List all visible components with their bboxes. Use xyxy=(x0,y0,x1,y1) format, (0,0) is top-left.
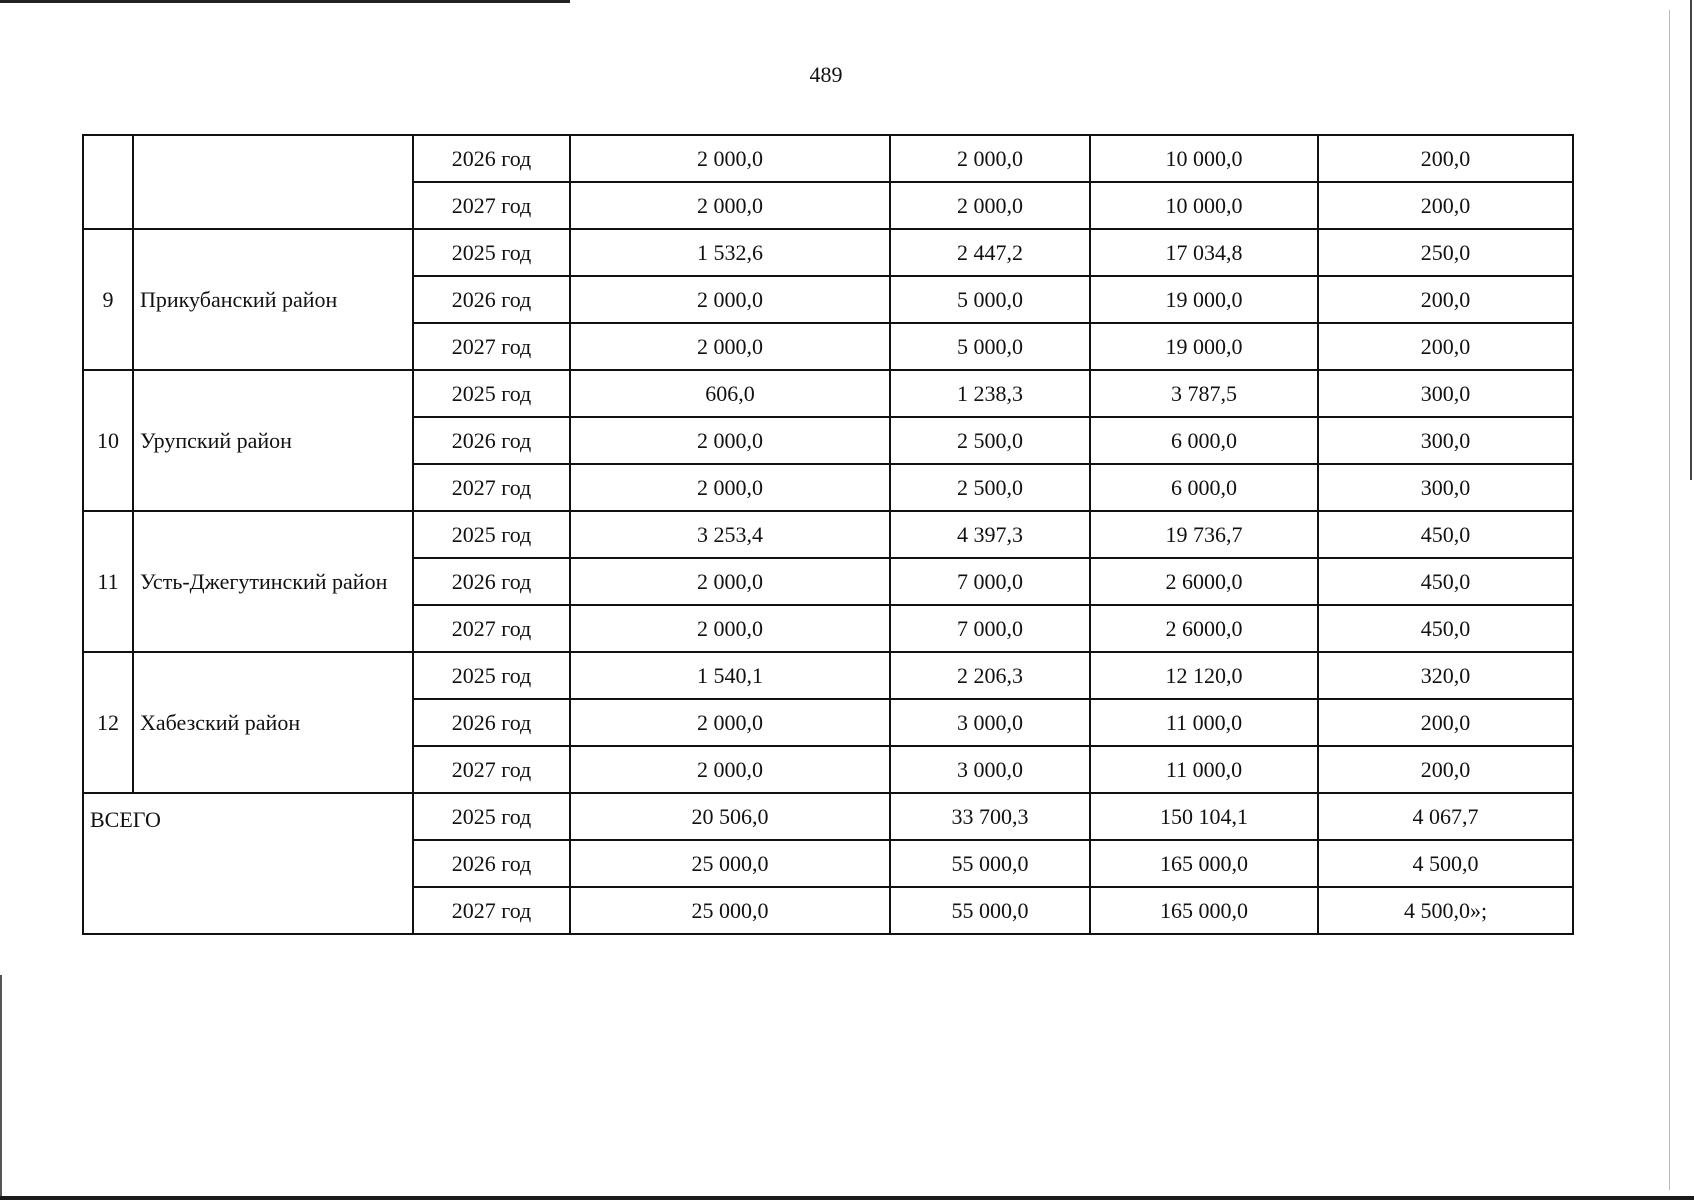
value-cell: 2 500,0 xyxy=(890,417,1090,464)
value-cell: 25 000,0 xyxy=(570,840,890,887)
value-cell: 3 253,4 xyxy=(570,511,890,558)
value-cell: 165 000,0 xyxy=(1090,840,1318,887)
value-cell: 450,0 xyxy=(1318,511,1573,558)
value-cell: 7 000,0 xyxy=(890,558,1090,605)
district-number-cell: 10 xyxy=(83,370,133,511)
value-cell: 2 6000,0 xyxy=(1090,605,1318,652)
scan-edge-right-inner xyxy=(1669,10,1670,1190)
value-cell: 7 000,0 xyxy=(890,605,1090,652)
value-cell: 320,0 xyxy=(1318,652,1573,699)
value-cell: 4 397,3 xyxy=(890,511,1090,558)
value-cell: 10 000,0 xyxy=(1090,182,1318,229)
value-cell: 5 000,0 xyxy=(890,323,1090,370)
total-label: ВСЕГО xyxy=(83,793,413,934)
value-cell: 200,0 xyxy=(1318,276,1573,323)
value-cell: 19 000,0 xyxy=(1090,323,1318,370)
value-cell: 4 500,0»; xyxy=(1318,887,1573,934)
district-name-cell: Усть-Джегутинский район xyxy=(133,511,413,652)
value-cell: 2 000,0 xyxy=(570,276,890,323)
value-cell: 6 000,0 xyxy=(1090,417,1318,464)
value-cell: 150 104,1 xyxy=(1090,793,1318,840)
year-cell: 2027 год xyxy=(413,887,570,934)
value-cell: 200,0 xyxy=(1318,746,1573,793)
year-cell: 2026 год xyxy=(413,558,570,605)
value-cell: 2 000,0 xyxy=(570,605,890,652)
value-cell: 2 000,0 xyxy=(570,558,890,605)
scan-edge-left xyxy=(0,975,2,1200)
scan-edge-bottom xyxy=(0,1196,1694,1200)
district-number-cell: 9 xyxy=(83,229,133,370)
total-row xyxy=(83,793,1573,840)
table-row xyxy=(83,511,1573,558)
value-cell: 4 067,7 xyxy=(1318,793,1573,840)
value-cell: 200,0 xyxy=(1318,323,1573,370)
value-cell: 25 000,0 xyxy=(570,887,890,934)
year-cell: 2025 год xyxy=(413,652,570,699)
year-cell: 2027 год xyxy=(413,746,570,793)
value-cell: 19 736,7 xyxy=(1090,511,1318,558)
value-cell: 300,0 xyxy=(1318,464,1573,511)
page-number: 489 xyxy=(809,62,843,87)
value-cell: 1 540,1 xyxy=(570,652,890,699)
value-cell: 2 000,0 xyxy=(570,699,890,746)
value-cell: 6 000,0 xyxy=(1090,464,1318,511)
value-cell: 55 000,0 xyxy=(890,840,1090,887)
year-cell: 2026 год xyxy=(413,417,570,464)
district-name-cell: Прикубанский район xyxy=(133,229,413,370)
value-cell: 1 532,6 xyxy=(570,229,890,276)
value-cell: 200,0 xyxy=(1318,182,1573,229)
year-cell: 2026 год xyxy=(413,135,570,182)
value-cell: 4 500,0 xyxy=(1318,840,1573,887)
value-cell: 1 238,3 xyxy=(890,370,1090,417)
value-cell: 3 787,5 xyxy=(1090,370,1318,417)
value-cell: 300,0 xyxy=(1318,370,1573,417)
value-cell: 2 000,0 xyxy=(890,135,1090,182)
value-cell: 250,0 xyxy=(1318,229,1573,276)
value-cell: 300,0 xyxy=(1318,417,1573,464)
year-cell: 2027 год xyxy=(413,182,570,229)
year-cell: 2026 год xyxy=(413,276,570,323)
value-cell: 5 000,0 xyxy=(890,276,1090,323)
value-cell: 450,0 xyxy=(1318,558,1573,605)
value-cell: 10 000,0 xyxy=(1090,135,1318,182)
value-cell: 165 000,0 xyxy=(1090,887,1318,934)
year-cell: 2027 год xyxy=(413,605,570,652)
budget-table xyxy=(82,134,1574,935)
value-cell: 200,0 xyxy=(1318,699,1573,746)
value-cell: 2 000,0 xyxy=(570,323,890,370)
value-cell: 2 500,0 xyxy=(890,464,1090,511)
district-number-cell: 12 xyxy=(83,652,133,793)
table-row xyxy=(83,370,1573,417)
value-cell: 3 000,0 xyxy=(890,746,1090,793)
value-cell: 2 000,0 xyxy=(570,182,890,229)
value-cell: 2 447,2 xyxy=(890,229,1090,276)
table-row xyxy=(83,229,1573,276)
district-name-cell: Хабезский район xyxy=(133,652,413,793)
district-name-cell xyxy=(133,135,413,229)
value-cell: 55 000,0 xyxy=(890,887,1090,934)
value-cell: 2 000,0 xyxy=(570,135,890,182)
year-cell: 2025 год xyxy=(413,229,570,276)
value-cell: 19 000,0 xyxy=(1090,276,1318,323)
value-cell: 20 506,0 xyxy=(570,793,890,840)
value-cell: 200,0 xyxy=(1318,135,1573,182)
year-cell: 2025 год xyxy=(413,370,570,417)
value-cell: 11 000,0 xyxy=(1090,699,1318,746)
value-cell: 2 000,0 xyxy=(570,746,890,793)
district-number-cell xyxy=(83,135,133,229)
value-cell: 2 000,0 xyxy=(570,464,890,511)
value-cell: 2 000,0 xyxy=(890,182,1090,229)
value-cell: 2 206,3 xyxy=(890,652,1090,699)
district-name-cell: Урупский район xyxy=(133,370,413,511)
year-cell: 2025 год xyxy=(413,511,570,558)
value-cell: 2 000,0 xyxy=(570,417,890,464)
table-row xyxy=(83,652,1573,699)
year-cell: 2026 год xyxy=(413,840,570,887)
value-cell: 12 120,0 xyxy=(1090,652,1318,699)
value-cell: 606,0 xyxy=(570,370,890,417)
value-cell: 2 6000,0 xyxy=(1090,558,1318,605)
value-cell: 17 034,8 xyxy=(1090,229,1318,276)
table-row xyxy=(83,135,1573,182)
value-cell: 3 000,0 xyxy=(890,699,1090,746)
value-cell: 450,0 xyxy=(1318,605,1573,652)
year-cell: 2027 год xyxy=(413,464,570,511)
year-cell: 2027 год xyxy=(413,323,570,370)
year-cell: 2025 год xyxy=(413,793,570,840)
year-cell: 2026 год xyxy=(413,699,570,746)
district-number-cell: 11 xyxy=(83,511,133,652)
scan-edge-right xyxy=(1690,0,1692,480)
value-cell: 33 700,3 xyxy=(890,793,1090,840)
scan-edge-top xyxy=(0,0,570,3)
value-cell: 11 000,0 xyxy=(1090,746,1318,793)
